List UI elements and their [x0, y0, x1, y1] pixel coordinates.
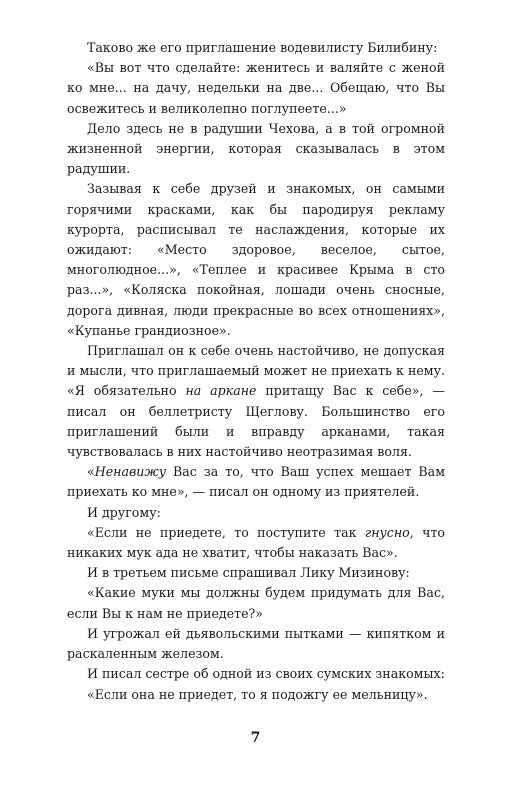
paragraph — [67, 563, 445, 583]
paragraph — [67, 58, 445, 119]
italic-text: гнусно — [364, 524, 410, 540]
paragraph — [67, 341, 445, 462]
paragraph — [67, 624, 445, 664]
paragraph — [67, 664, 445, 684]
paragraph — [67, 503, 445, 523]
text-run: Вас за то, что Ваш успех мешает Вам приехать ко мне», — писал он одному из приятелей. — [67, 464, 445, 500]
body-text — [67, 38, 445, 705]
paragraph — [67, 685, 445, 705]
text-run: , что никаких мук ада не хватит, чтобы наказать Вас». — [67, 524, 445, 561]
paragraph — [67, 38, 445, 58]
paragraph — [67, 523, 445, 563]
text-run: «Какие муки мы должны будем придумать для Вас, если Вы к нам не приедете?» — [67, 585, 445, 621]
text-run: И писал сестре об одной из своих сумских знакомых: — [87, 666, 445, 682]
text-run: И в третьем письме спрашивал Лику Мизинову: — [87, 565, 410, 581]
text-run: «Вы вот что сделайте: женитесь и валяйте с женой ко мне... на дачу, недельки на две... Обещаю, что Вы освежитесь и великолепно поглупеете...» — [67, 60, 445, 116]
text-run: « — [87, 464, 95, 480]
page-number: 7 — [250, 730, 261, 746]
italic-text: Ненавижу — [94, 464, 167, 480]
text-run: «Если не приедете, то поступите так — [87, 524, 365, 540]
text-run: Приглашал он к себе очень настойчиво, не допуская и мысли, что приглашаемый может не приехать к нему. «Я обязательно — [67, 343, 445, 399]
text-run: притащу Вас к себе», — писал он беллетристу Щеглову. Большинство его приглашений были и вправду арканами, такая чувствовалась в них настойчиво неотразимая воля. — [67, 383, 446, 460]
text-run: И угрожал ей дьявольскими пытками — кипятком и раскаленным железом. — [67, 625, 445, 662]
text-run: «Если она не приедет, то я подожгу ее мельницу». — [87, 686, 428, 702]
text-run: Зазывая к себе друзей и знакомых, он самыми горячими красками, как бы пародируя рекламу курорта, расписывал те наслаждения, которые их ожидают: «Место здоровое, веселое, сытое, многолюдное...», «Теплее и красивее Крыма в сто раз...», «Коляска покойная, лошади очень сносные, дорога дивная, люди прекрасные во всех отношениях», «Купанье грандиозное». — [67, 181, 445, 338]
paragraph — [67, 583, 445, 623]
text-run: Таково же его приглашение водевилисту Билибину: — [87, 40, 438, 55]
paragraph — [67, 119, 445, 180]
text-run: И другому: — [87, 504, 161, 520]
text-run: Дело здесь не в радушии Чехова, а в той огромной жизненной энергии, которая сказывалась в этом радушии. — [67, 120, 445, 177]
paragraph — [67, 462, 445, 502]
italic-text: на аркане — [185, 383, 257, 399]
paragraph — [67, 179, 445, 341]
